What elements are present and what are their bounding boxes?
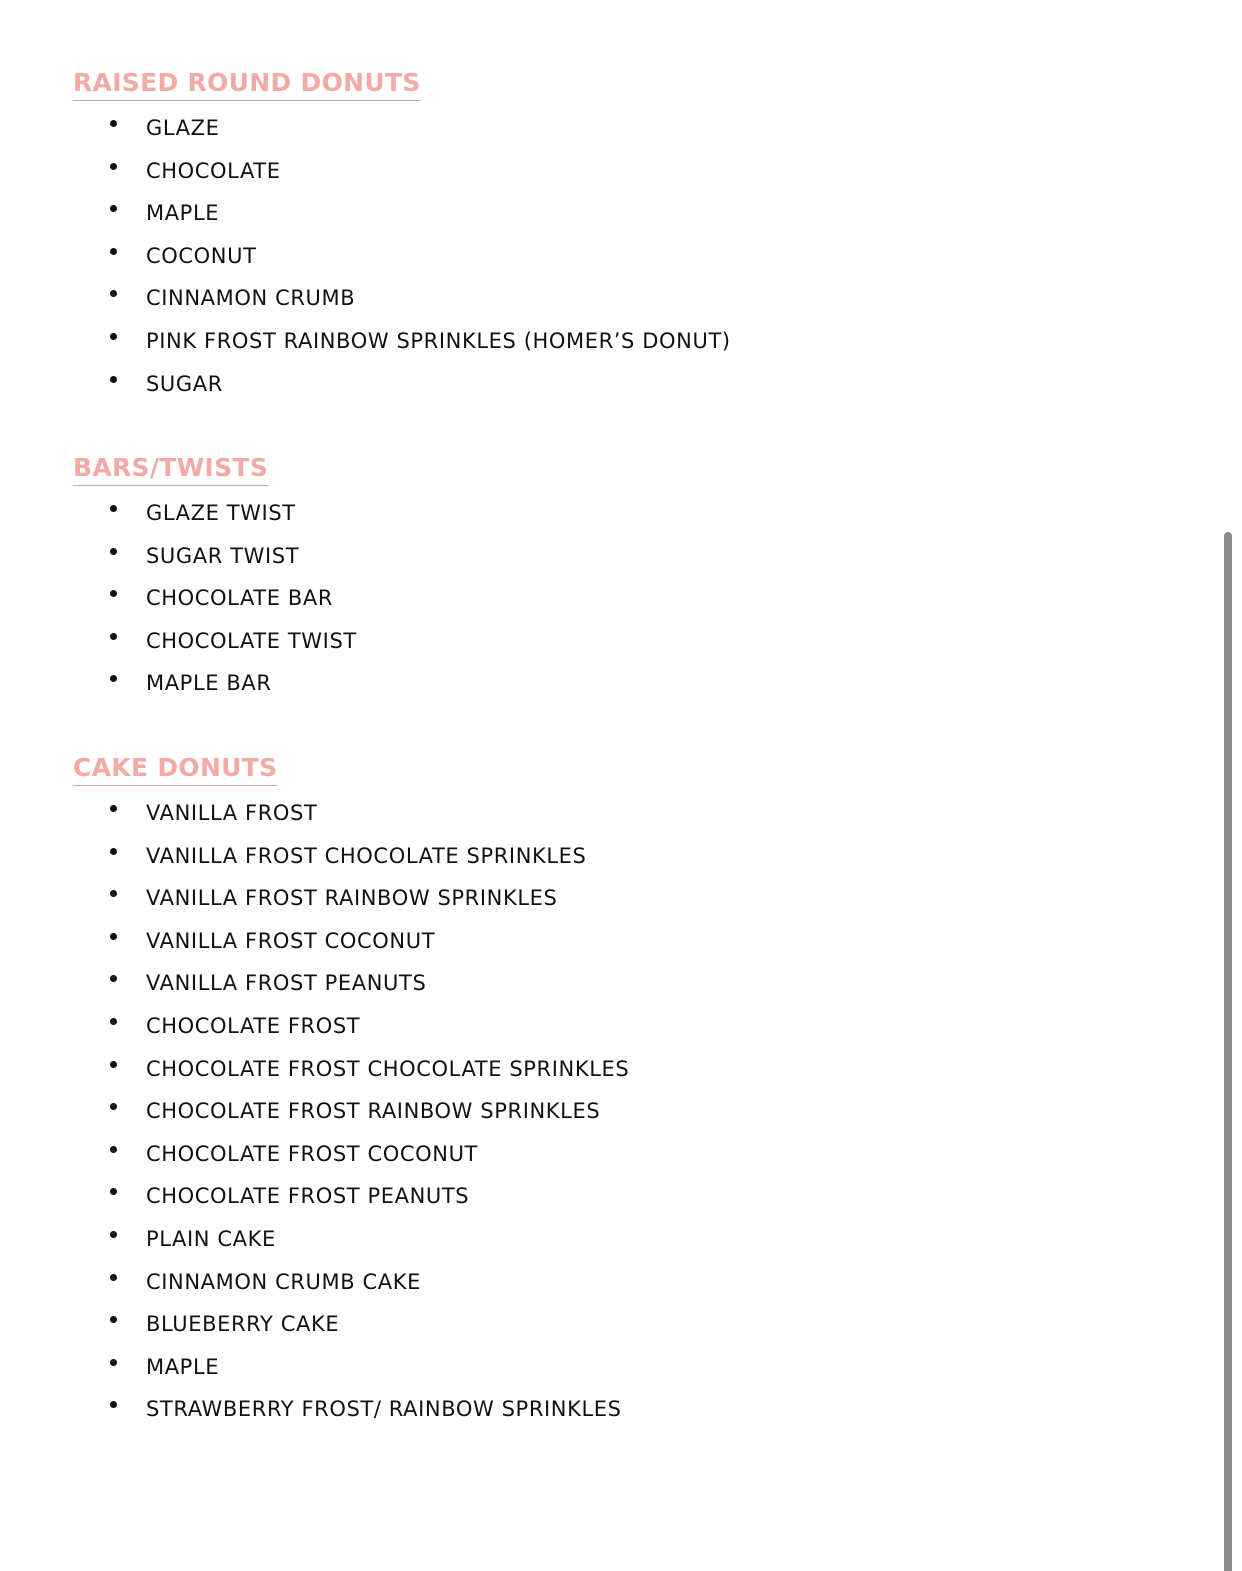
bullet-icon — [110, 975, 117, 982]
bullet-icon — [110, 248, 117, 255]
item-label: SUGAR — [146, 371, 223, 396]
item-label: COCONUT — [146, 243, 257, 268]
bullet-icon — [110, 1188, 117, 1195]
list-item — [73, 1388, 1173, 1431]
list-item — [73, 107, 1173, 150]
bullet-icon — [110, 1231, 117, 1238]
list-item — [73, 492, 1173, 535]
item-list — [73, 107, 1173, 405]
item-label: CHOCOLATE — [146, 158, 281, 183]
item-list — [73, 792, 1173, 1431]
list-item — [73, 1133, 1173, 1176]
item-label: MAPLE — [146, 201, 220, 226]
item-label: VANILLA FROST PEANUTS — [146, 971, 427, 996]
list-item — [73, 235, 1173, 278]
section-heading: BARS/TWISTS — [73, 451, 268, 486]
section-heading: CAKE DONUTS — [73, 751, 277, 786]
list-item — [73, 150, 1173, 193]
bullet-icon — [110, 933, 117, 940]
bullet-icon — [110, 1274, 117, 1281]
item-label: CHOCOLATE FROST COCONUT — [146, 1141, 478, 1166]
item-label: CHOCOLATE BAR — [146, 586, 334, 611]
bullet-icon — [110, 1401, 117, 1408]
item-label: MAPLE — [146, 1354, 220, 1379]
list-item — [73, 363, 1173, 406]
bullet-icon — [110, 675, 117, 682]
bullet-icon — [110, 848, 117, 855]
vertical-scrollbar[interactable] — [1222, 0, 1242, 1571]
item-label: STRAWBERRY FROST/ RAINBOW SPRINKLES — [146, 1397, 622, 1422]
bullet-icon — [110, 633, 117, 640]
item-label: CHOCOLATE TWIST — [146, 628, 357, 653]
list-item — [73, 535, 1173, 578]
bullet-icon — [110, 120, 117, 127]
bullet-icon — [110, 163, 117, 170]
item-label: CHOCOLATE FROST CHOCOLATE SPRINKLES — [146, 1056, 630, 1081]
scrollbar-thumb[interactable] — [1224, 532, 1232, 1571]
section-cake-donuts — [73, 751, 1173, 1431]
item-label: CHOCOLATE FROST — [146, 1013, 361, 1038]
list-item — [73, 1175, 1173, 1218]
bullet-icon — [110, 505, 117, 512]
item-label: CINNAMON CRUMB CAKE — [146, 1269, 421, 1294]
list-item — [73, 792, 1173, 835]
list-item — [73, 962, 1173, 1005]
list-item — [73, 1346, 1173, 1389]
item-label: BLUEBERRY CAKE — [146, 1312, 340, 1337]
bullet-icon — [110, 1018, 117, 1025]
item-label: CHOCOLATE FROST RAINBOW SPRINKLES — [146, 1099, 601, 1124]
list-item — [73, 877, 1173, 920]
bullet-icon — [110, 590, 117, 597]
bullet-icon — [110, 1359, 117, 1366]
item-label: CHOCOLATE FROST PEANUTS — [146, 1184, 470, 1209]
item-label: GLAZE — [146, 116, 220, 140]
list-item — [73, 920, 1173, 963]
section-bars-twists — [73, 451, 1173, 705]
list-item — [73, 1048, 1173, 1091]
list-item — [73, 620, 1173, 663]
item-label: CINNAMON CRUMB — [146, 286, 356, 311]
item-list — [73, 492, 1173, 705]
list-item — [73, 192, 1173, 235]
list-item — [73, 835, 1173, 878]
item-label: SUGAR TWIST — [146, 543, 300, 568]
list-item — [73, 1218, 1173, 1261]
bullet-icon — [110, 1103, 117, 1110]
item-label: PINK FROST RAINBOW SPRINKLES (HOMER’S DONUT) — [146, 328, 731, 353]
bullet-icon — [110, 290, 117, 297]
item-label: GLAZE TWIST — [146, 501, 296, 525]
item-label: MAPLE BAR — [146, 671, 272, 696]
list-item — [73, 1303, 1173, 1346]
list-item — [73, 662, 1173, 705]
bullet-icon — [110, 805, 117, 812]
section-heading: RAISED ROUND DONUTS — [73, 66, 421, 101]
item-label: PLAIN CAKE — [146, 1226, 276, 1251]
list-item — [73, 277, 1173, 320]
bullet-icon — [110, 1146, 117, 1153]
item-label: VANILLA FROST RAINBOW SPRINKLES — [146, 886, 558, 911]
item-label: VANILLA FROST CHOCOLATE SPRINKLES — [146, 843, 587, 868]
list-item — [73, 320, 1173, 363]
item-label: VANILLA FROST — [146, 801, 318, 825]
bullet-icon — [110, 376, 117, 383]
bullet-icon — [110, 1316, 117, 1323]
bullet-icon — [110, 548, 117, 555]
bullet-icon — [110, 205, 117, 212]
bullet-icon — [110, 1061, 117, 1068]
list-item — [73, 1005, 1173, 1048]
list-item — [73, 1090, 1173, 1133]
list-item — [73, 577, 1173, 620]
bullet-icon — [110, 890, 117, 897]
bullet-icon — [110, 333, 117, 340]
section-raised-round-donuts — [73, 66, 1173, 405]
list-item — [73, 1261, 1173, 1304]
item-label: VANILLA FROST COCONUT — [146, 928, 436, 953]
